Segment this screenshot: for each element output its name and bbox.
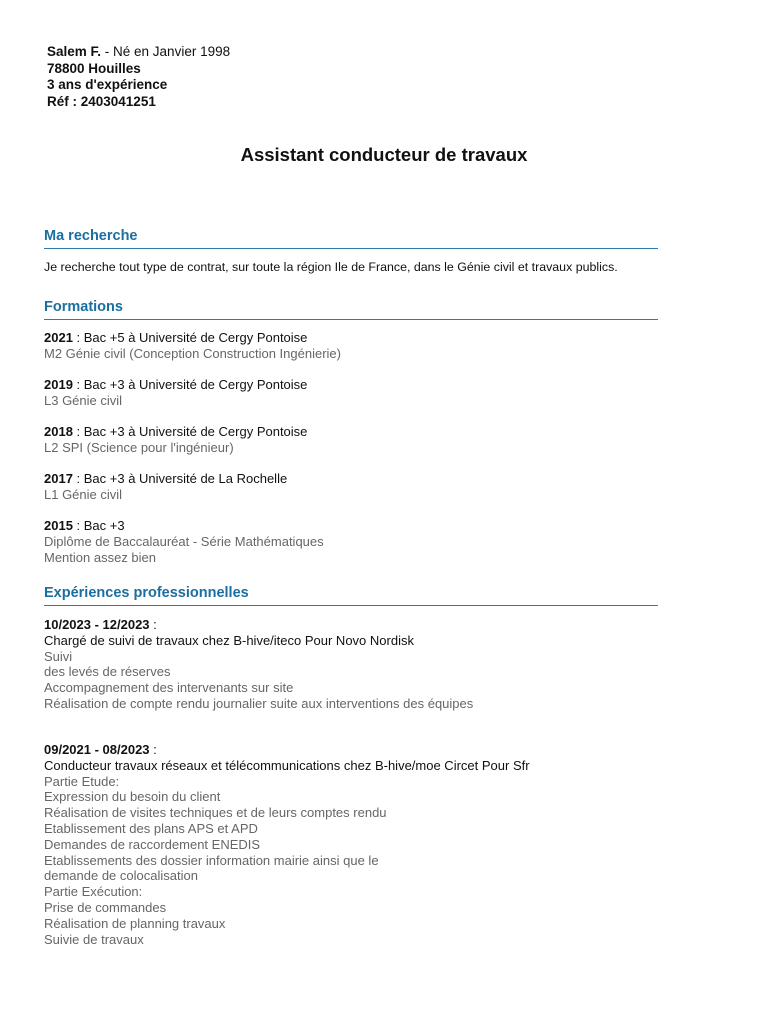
- formation-detail: L1 Génie civil: [44, 487, 123, 503]
- candidate-reference: Réf : 2403041251: [47, 93, 156, 109]
- experience-task: Expression du besoin du client: [44, 789, 221, 805]
- list-item: [44, 330, 684, 362]
- experience-task: Réalisation de compte rendu journalier suite aux interventions des équipes: [44, 695, 474, 711]
- list-item: [44, 424, 684, 456]
- page-title: Assistant conducteur de travaux: [240, 144, 528, 165]
- list-item: [44, 377, 684, 409]
- formation-degree: : Bac +5 à Université de Cergy Pontoise: [72, 330, 308, 345]
- experience-item: [44, 617, 684, 712]
- section-heading-experiences: Expériences professionnelles: [44, 584, 658, 606]
- section-heading-recherche: Ma recherche: [44, 227, 658, 249]
- formation-year: 2015: [44, 518, 73, 534]
- experience-task: Suivi: [44, 648, 73, 664]
- experience-task: Prise de commandes: [44, 899, 167, 915]
- formation-year: 2019: [44, 377, 73, 393]
- candidate-experience: 3 ans d'expérience: [47, 77, 168, 92]
- recherche-text: Je recherche tout type de contrat, sur toute la région Ile de France, dans le Génie civil et travaux publics.: [44, 260, 618, 274]
- experience-task: Accompagnement des intervenants sur site: [44, 680, 294, 696]
- experience-task: Partie Exécution:: [44, 884, 143, 900]
- name-line: [47, 44, 230, 61]
- formation-detail: Mention assez bien: [44, 549, 157, 565]
- formation-detail: L2 SPI (Science pour l'ingénieur): [44, 439, 234, 455]
- formation-year: 2018: [44, 424, 73, 440]
- section-heading-formations: Formations: [44, 298, 658, 320]
- list-item: [44, 518, 684, 565]
- list-item: [44, 471, 684, 503]
- experience-task: Etablissement des plans APS et APD: [44, 820, 258, 836]
- formation-degree: : Bac +3 à Université de La Rochelle: [72, 471, 288, 487]
- experience-task: Suivie de travaux: [44, 931, 144, 947]
- candidate-name: Salem F.: [47, 44, 102, 59]
- formation-year: 2021: [44, 330, 73, 345]
- formation-detail: L3 Génie civil: [44, 392, 123, 408]
- formation-degree: : Bac +3 à Université de Cergy Pontoise: [72, 377, 308, 393]
- experience-role: Chargé de suivi de travaux chez B-hive/iteco Pour Novo Nordisk: [44, 632, 414, 648]
- candidate-location: 78800 Houilles: [47, 60, 141, 76]
- experience-task: Réalisation de planning travaux: [44, 915, 226, 931]
- experience-dates: 10/2023 - 12/2023: [44, 617, 150, 632]
- formation-year: 2017: [44, 471, 73, 487]
- formation-detail: Diplôme de Baccalauréat - Série Mathématiques: [44, 534, 324, 550]
- experience-task: Réalisation de visites techniques et de leurs comptes rendu: [44, 805, 387, 821]
- experience-item: [44, 742, 684, 947]
- experience-dates: 09/2021 - 08/2023: [44, 742, 150, 757]
- experience-task: Etablissements des dossier information mairie ainsi que le: [44, 852, 379, 868]
- experience-role: Conducteur travaux réseaux et télécommunications chez B-hive/moe Circet Pour Sfr: [44, 757, 530, 773]
- experience-separator: :: [149, 742, 157, 757]
- candidate-header: [47, 44, 230, 110]
- experience-task: Partie Etude:: [44, 773, 120, 789]
- birth-date: - Né en Janvier 1998: [101, 44, 231, 59]
- experience-separator: :: [149, 617, 157, 632]
- experience-task: Demandes de raccordement ENEDIS: [44, 836, 261, 852]
- formation-degree: : Bac +3: [72, 518, 125, 534]
- experience-task: demande de colocalisation: [44, 868, 198, 884]
- formation-degree: : Bac +3 à Université de Cergy Pontoise: [72, 424, 308, 440]
- formations-list: [44, 330, 684, 566]
- experience-task: des levés de réserves: [44, 664, 171, 680]
- formation-detail: M2 Génie civil (Conception Construction Ingénierie): [44, 345, 341, 361]
